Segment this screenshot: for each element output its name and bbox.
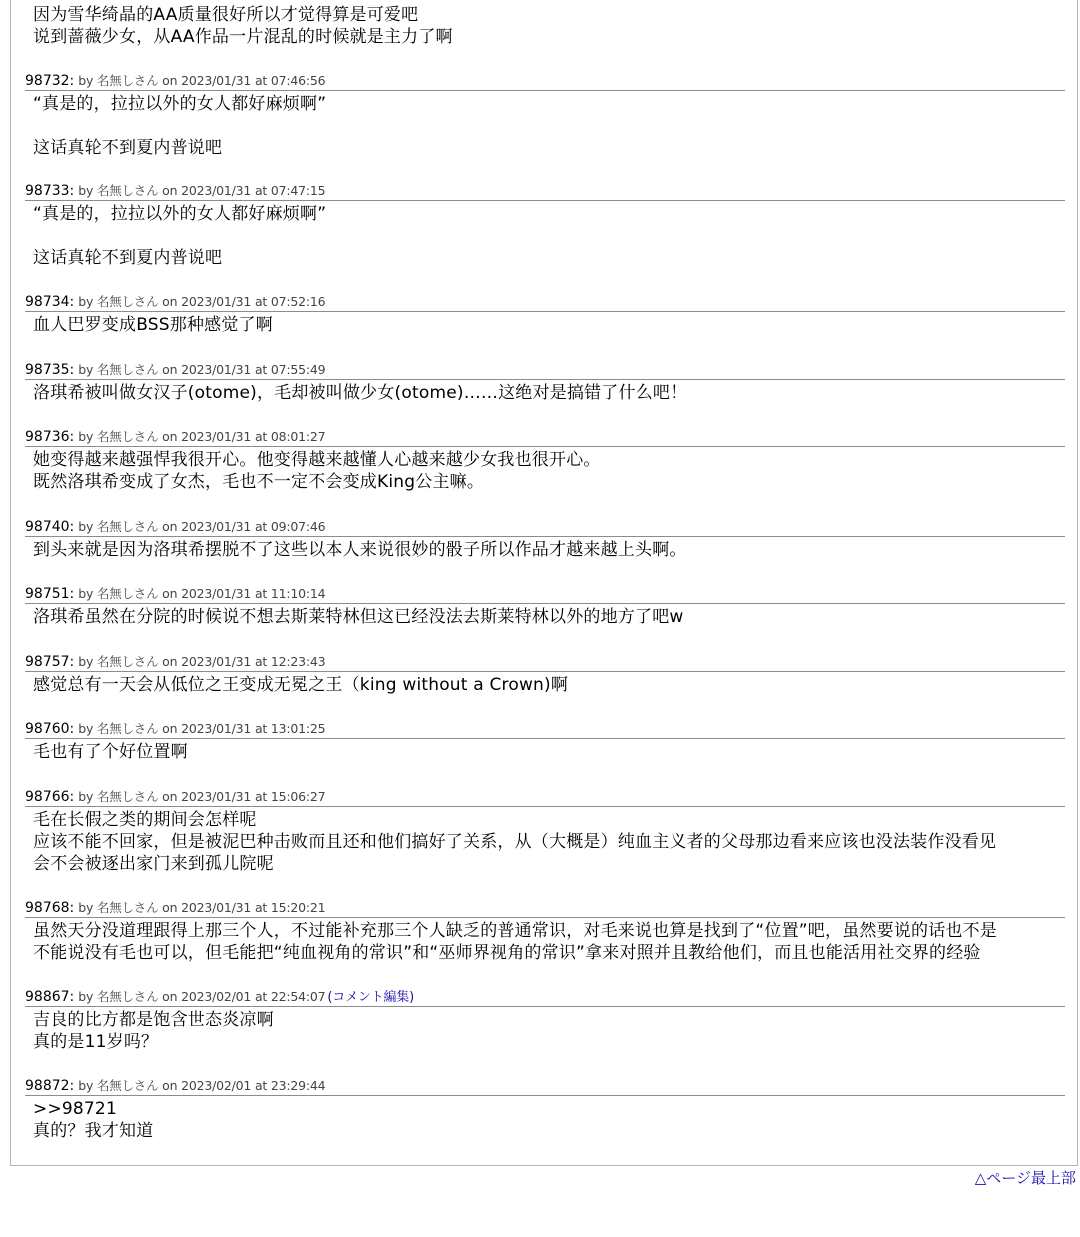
comment-number: 98760 [25,721,70,737]
comment-body: 她变得越来越强悍我很开心。他变得越来越懂人心越来越少女我也很开心。 既然洛琪希变成了女杰，毛也不一定不会变成King公主嘛。 [33,450,601,492]
comment-header: 98768: by 名無しさん on 2023/01/31 at 15:20:21 [25,899,1065,918]
comment-98740 [25,518,1065,561]
comment-header: 98733: by 名無しさん on 2023/01/31 at 07:47:15 [25,182,1065,201]
comment-continued [33,4,453,48]
comment-header: 98736: by 名無しさん on 2023/01/31 at 08:01:27 [25,428,1065,447]
comment-meta: by 名無しさん on 2023/01/31 at 07:47:15 [78,183,326,198]
comment-number: 98757 [25,654,70,670]
comment-body: 洛琪希被叫做女汉子(otome)，毛却被叫做少女(otome)……这绝对是搞错了什么吧！ [33,383,688,403]
comment-meta: by 名無しさん on 2023/01/31 at 15:20:21 [78,900,326,915]
comment-98872 [25,1077,1065,1142]
comment-header: 98735: by 名無しさん on 2023/01/31 at 07:55:49 [25,361,1065,380]
comment-body: “真是的，拉拉以外的女人都好麻烦啊” 这话真轮不到夏内普说吧 [33,204,327,268]
comment-number: 98740 [25,519,70,535]
comment-98751 [25,585,1065,628]
comment-98768 [25,899,1065,964]
comment-meta: by 名無しさん on 2023/02/01 at 23:29:44 [78,1078,326,1093]
comment-98760 [25,720,1065,763]
comment-header: 98740: by 名無しさん on 2023/01/31 at 09:07:46 [25,518,1065,537]
comment-header: 98751: by 名無しさん on 2023/01/31 at 11:10:14 [25,585,1065,604]
comment-98766 [25,788,1065,875]
comment-edit-link[interactable]: (コメント編集) [327,990,414,1005]
comment-header: 98760: by 名無しさん on 2023/01/31 at 13:01:25 [25,720,1065,739]
comment-body: 毛也有了个好位置啊 [33,742,188,762]
comment-98734 [25,293,1065,336]
comment-number: 98733 [25,183,70,199]
comment-number: 98735 [25,362,70,378]
comment-body: >>98721 真的？我才知道 [33,1099,154,1141]
comment-number: 98872 [25,1078,70,1094]
comment-header: 98734: by 名無しさん on 2023/01/31 at 07:52:16 [25,293,1065,312]
comment-number: 98751 [25,586,70,602]
comment-body: 血人巴罗变成BSS那种感觉了啊 [33,315,273,335]
comment-98732 [25,72,1065,159]
comment-98735 [25,361,1065,404]
comment-meta: by 名無しさん on 2023/02/01 at 22:54:07 [78,989,326,1004]
comment-number: 98736 [25,429,70,445]
comment-line: 说到蔷薇少女，从AA作品一片混乱的时候就是主力了啊 [33,27,453,47]
comment-number: 98768 [25,900,70,916]
comment-list [10,0,1078,1166]
comment-meta: by 名無しさん on 2023/01/31 at 07:52:16 [78,294,326,309]
comment-body: 吉良的比方都是饱含世态炎凉啊 真的是11岁吗？ [33,1010,274,1052]
comment-98757 [25,653,1065,696]
comment-body: 到头来就是因为洛琪希摆脱不了这些以本人来说很妙的骰子所以作品才越来越上头啊。 [33,540,687,560]
comment-meta: by 名無しさん on 2023/01/31 at 09:07:46 [78,519,326,534]
comment-body: 虽然天分没道理跟得上那三个人，不过能补充那三个人缺乏的普通常识，对毛来说也算是找到了“位置”吧，虽然要说的话也不是 不能说没有毛也可以，但毛能把“纯血视角的常识”和“巫师界视角的常识”拿来对照并且教给他们，而且也能活用社交界的经验 [33,921,998,963]
comment-98867 [25,988,1065,1053]
comment-meta: by 名無しさん on 2023/01/31 at 15:06:27 [78,789,326,804]
comment-header: 98757: by 名無しさん on 2023/01/31 at 12:23:43 [25,653,1065,672]
comment-header: 98732: by 名無しさん on 2023/01/31 at 07:46:56 [25,72,1065,91]
page-top-link[interactable]: △ページ最上部 [974,1169,1076,1187]
comment-body [33,4,453,48]
comment-98733 [25,182,1065,269]
comment-meta: by 名無しさん on 2023/01/31 at 07:55:49 [78,362,326,377]
comment-header: 98766: by 名無しさん on 2023/01/31 at 15:06:27 [25,788,1065,807]
comment-line: 因为雪华绮晶的AA质量很好所以才觉得算是可爱吧 [33,5,419,25]
comment-header: 98867: by 名無しさん on 2023/02/01 at 22:54:07 (コメント編集) [25,988,1065,1007]
comment-meta: by 名無しさん on 2023/01/31 at 11:10:14 [78,586,326,601]
comment-meta: by 名無しさん on 2023/01/31 at 08:01:27 [78,429,326,444]
comment-body: 洛琪希虽然在分院的时候说不想去斯莱特林但这已经没法去斯莱特林以外的地方了吧w [33,607,684,627]
comment-number: 98734 [25,294,70,310]
comment-meta: by 名無しさん on 2023/01/31 at 07:46:56 [78,73,326,88]
comment-number: 98867 [25,989,70,1005]
comment-meta: by 名無しさん on 2023/01/31 at 13:01:25 [78,721,326,736]
comment-number: 98732 [25,73,70,89]
comment-header: 98872: by 名無しさん on 2023/02/01 at 23:29:44 [25,1077,1065,1096]
comment-98736 [25,428,1065,493]
comment-body: 感觉总有一天会从低位之王变成无冕之王（king without a Crown)啊 [33,675,569,695]
comment-body: “真是的，拉拉以外的女人都好麻烦啊” 这话真轮不到夏内普说吧 [33,94,327,158]
comment-meta: by 名無しさん on 2023/01/31 at 12:23:43 [78,654,326,669]
comment-body: 毛在长假之类的期间会怎样呢 应该不能不回家，但是被泥巴种击败而且还和他们搞好了关系，从（大概是）纯血主义者的父母那边看来应该也没法装作没看见 会不会被逐出家门来到孤儿院呢 [33,810,997,874]
comment-number: 98766 [25,789,70,805]
